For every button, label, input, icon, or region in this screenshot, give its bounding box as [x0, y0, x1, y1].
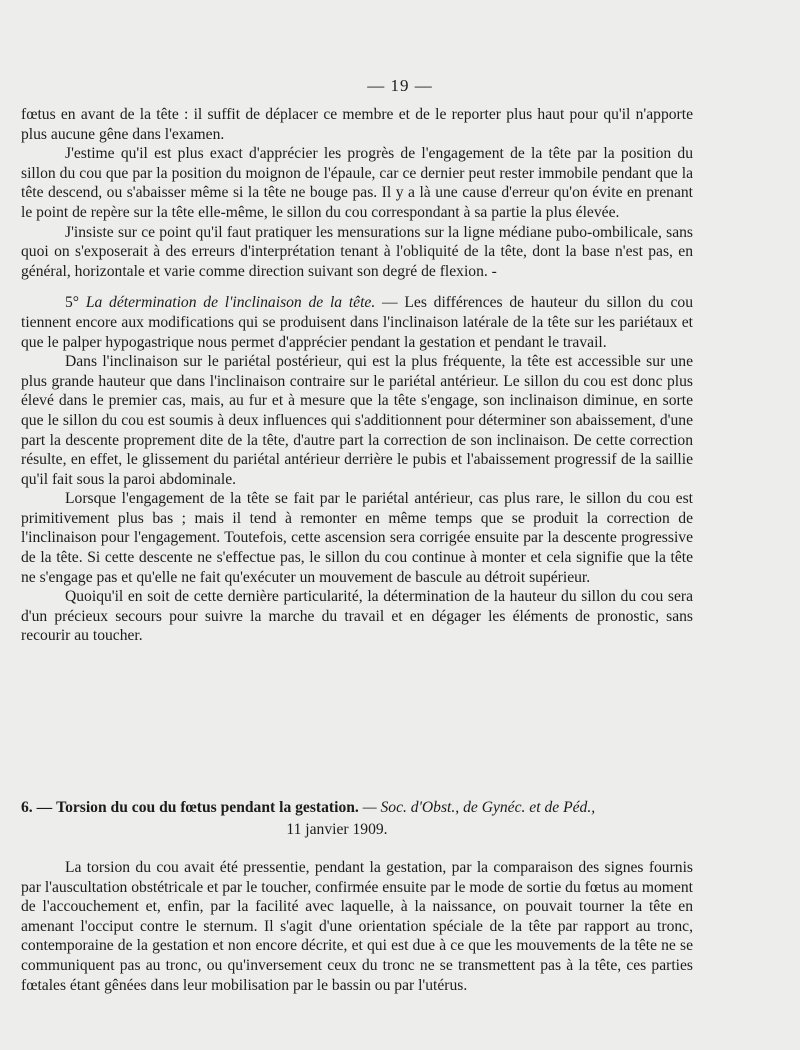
page-number: — 19 —: [367, 76, 433, 95]
section-date: 11 janvier 1909.: [286, 821, 388, 838]
paragraph: fœtus en avant de la tête : il suffit de déplacer ce membre et de le reporter plus haut pour qu'il n'apporte plus aucune gêne dans l'examen.: [21, 106, 693, 143]
section-number: 6. —: [21, 799, 53, 816]
section-body: [21, 858, 693, 995]
subsection-text: — Les différences de hauteur du sillon du cou tiennent encore aux modifications qui se produisent dans l'inclinaison latérale de la tête sur les pariétaux et que le palper hypogastrique nous permet d'apprécier pendant la gestation et pendant le travail.: [21, 294, 694, 351]
paragraph: J'insiste sur ce point qu'il faut pratiquer les mensurations sur la ligne médiane pubo-ombilicale, sans quoi on s'exposerait à des erreurs d'interprétation tenant à l'obliquité de la tête, dont la base n'est pas, en général, horizontale et varie comme direction suivant son degré de flexion. -: [21, 223, 693, 280]
paragraph: Lorsque l'engagement de la tête se fait par le pariétal antérieur, cas plus rare, le sillon du cou est primitivement plus bas ; mais il tend à remonter en même temps que se produit la correction de l'inclinaison pour l'engagement. Toutefois, cette ascension sera corrigée ensuite par la descente progressive de la tête. Si cette descente ne s'effectue pas, le sillon du cou continue à monter et cela signifie que la tête ne s'engage pas et qu'elle ne fait qu'exécuter un mouvement de bascule au détroit supérieur.: [21, 490, 693, 586]
paragraph-subsection-5: [21, 293, 693, 352]
paragraph: Dans l'inclinaison sur le pariétal postérieur, qui est la plus fréquente, la tête est accessible sur une plus grande hauteur que dans l'inclinaison contraire sur le pariétal antérieur. Le sillon du cou est donc plus élevé dans le premier cas, mais, au fur et à mesure que la tête s'engage, son inclinaison diminue, en sorte que le sillon du cou est soumis à deux influences qui s'additionnent pour déterminer son abaissement, d'une part la descente proprement dite de la tête, d'autre part la correction de son inclinaison. De cette correction résulte, en effet, le glissement du pariétal antérieur derrière le pubis et l'abaissement progressif de la saillie qu'il fait sous la paroi abdominale.: [21, 353, 693, 488]
subsection-title: La détermination de l'inclinaison de la tête.: [85, 294, 376, 312]
section-title: Torsion du cou du fœtus pendant la gestation.: [56, 799, 359, 816]
section-reference: — Soc. d'Obst., de Gynéc. et de Péd.,: [358, 799, 596, 816]
body-text: [21, 105, 693, 646]
paragraph: J'estime qu'il est plus exact d'apprécier les progrès de l'engagement de la tête par la position du sillon du cou que par la position du moignon de l'épaule, car ce dernier peut rester immobile pendant que la tête descend, ou s'abaisser même si la tête ne bouge pas. Il y a là une cause d'erreur qu'on évite en prenant le point de repère sur la tête elle-même, le sillon du cou correspondant à sa partie la plus élevée.: [21, 145, 693, 221]
paragraph: La torsion du cou avait été pressentie, pendant la gestation, par la comparaison des signes fournis par l'auscultation obstétricale et par le toucher, confirmée ensuite par le mode de sortie du fœtus au moment de l'accouchement et, enfin, par la facilité avec laquelle, à la naissance, on pouvait tourner la tête en amenant l'occiput contre le sternum. Il s'agit d'une orientation spéciale de la tête par rapport au tronc, contemporaine de la gestation et non encore décrite, et qui est due à ce que les mouvements de la tête ne se communiquent pas au tronc, ou qu'inversement ceux du tronc ne se transmettent pas à la tête, ces parties fœtales étant gênées dans leur mobilisation par le bassin ou par l'utérus.: [21, 859, 693, 994]
subsection-number: 5°: [65, 294, 80, 312]
section-heading: [21, 797, 693, 841]
paragraph: Quoiqu'il en soit de cette dernière particularité, la détermination de la hauteur du sillon du cou sera d'un précieux secours pour suivre la marche du travail et en dégager les éléments de pronostic, sans recourir au toucher.: [21, 588, 693, 645]
